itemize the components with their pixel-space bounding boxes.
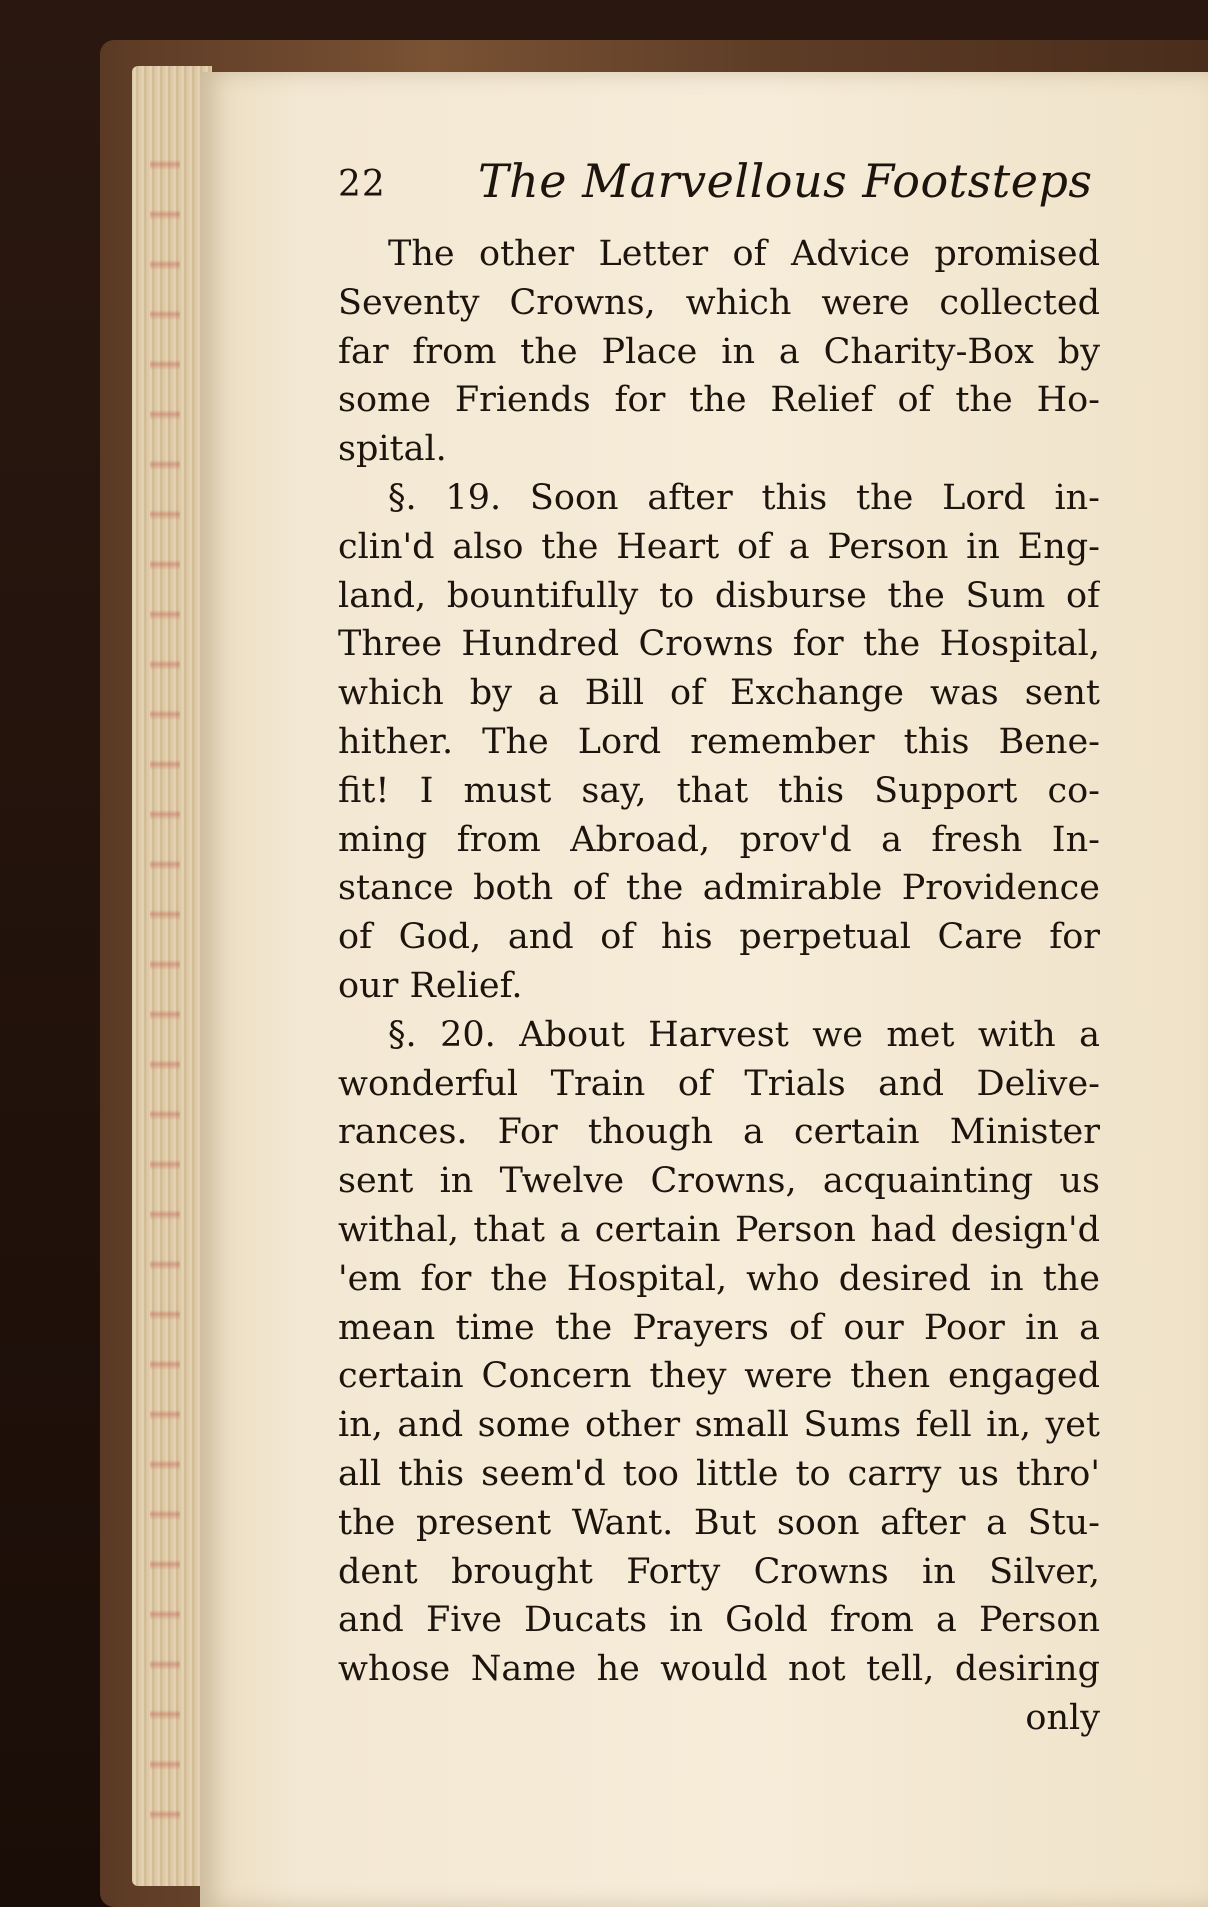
text-line: ming from Abroad, prov'd a fresh In- [338,819,1100,860]
text-line: all this seem'd too little to carry us thro' [338,1453,1100,1494]
text-line: land, bountifully to disburse the Sum of [338,575,1100,616]
text-line: of God, and of his perpetual Care for [338,917,1100,958]
text-line: clin'd also the Heart of a Person in Eng- [338,526,1100,567]
text-line: certain Concern they were then engaged [338,1356,1100,1397]
body-text [338,230,1100,1743]
text-line: far from the Place in a Charity-Box by [338,331,1100,372]
text-line: hither. The Lord remember this Bene- [338,721,1100,762]
text-line: withal, that a certain Person had design'd [338,1209,1100,1250]
text-line: our Relief. [338,965,523,1006]
catchword: only [1025,1697,1100,1738]
page-header [338,154,1118,214]
text-line: §. 20. About Harvest we met with a [388,1014,1100,1055]
text-line: some Friends for the Relief of the Ho- [338,380,1100,421]
text-line: Three Hundred Crowns for the Hospital, [338,624,1100,665]
edge-stains [150,120,180,1820]
running-head: The Marvellous Footsteps [478,154,1093,208]
text-line: 'em for the Hospital, who desired in the [338,1258,1100,1299]
text-line: rances. For though a certain Minister [338,1112,1100,1153]
text-line: §. 19. Soon after this the Lord in- [388,477,1100,518]
text-line: whose Name he would not tell, desiring [338,1649,1100,1690]
text-line: sent in Twelve Crowns, acquainting us [338,1161,1100,1202]
text-line: Seventy Crowns, which were collected [338,282,1100,323]
text-line: spital. [338,429,447,470]
text-line: which by a Bill of Exchange was sent [338,673,1100,714]
text-line: fit! I must say, that this Support co- [338,770,1100,811]
text-line: and Five Ducats in Gold from a Person [338,1600,1100,1641]
text-line: the present Want. But soon after a Stu- [338,1502,1100,1543]
text-line: The other Letter of Advice promised [388,234,1100,274]
text-line: dent brought Forty Crowns in Silver, [338,1551,1100,1592]
text-line: mean time the Prayers of our Poor in a [338,1307,1100,1348]
text-line: wonderful Train of Trials and Delive- [338,1063,1100,1104]
page-number: 22 [338,164,386,205]
text-line: in, and some other small Sums fell in, yet [338,1405,1100,1446]
text-line: stance both of the admirable Providence [338,868,1100,909]
